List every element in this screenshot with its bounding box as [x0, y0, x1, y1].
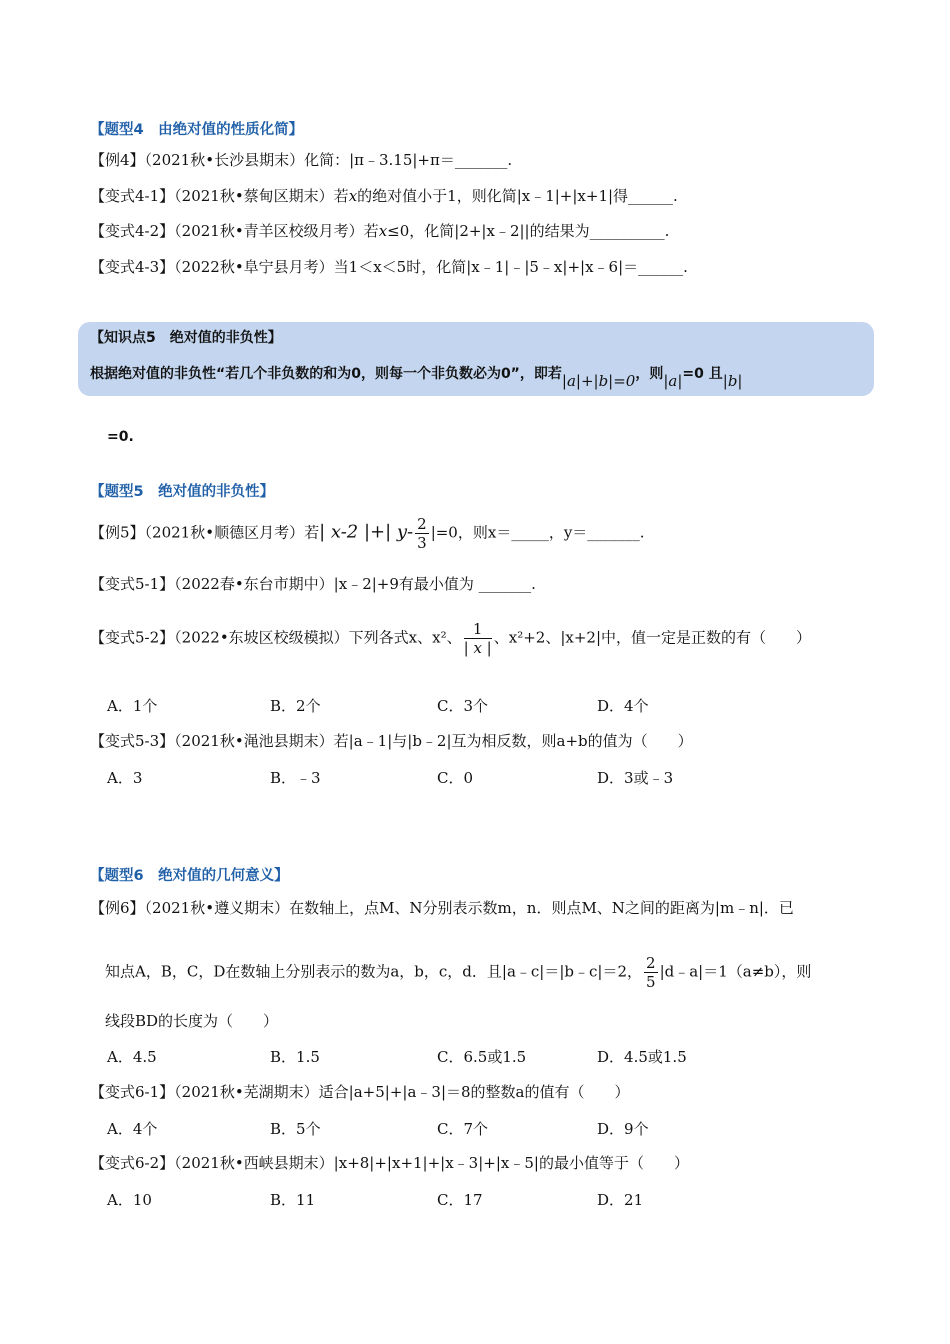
denominator: | x | — [463, 639, 492, 657]
example-text: （2021秋•长沙县期末）化简：|π﹣3.15|+π＝_______. — [144, 151, 513, 169]
abs-b: |b| — [722, 372, 743, 390]
fraction — [464, 620, 492, 657]
option-d: D．4.5或1.5 — [597, 1048, 687, 1066]
example-label: 【例6】 — [90, 899, 145, 917]
variant-var: x — [348, 187, 358, 205]
variant-text-pre: （2022•东坡区校级模拟）下列各式x、x²、 — [174, 628, 462, 647]
abs-a: |a| — [663, 372, 683, 390]
fraction — [415, 515, 429, 552]
variant-label: 【变式6-1】 — [90, 1083, 175, 1101]
variant-text: （2021秋•渑池县期末）若|a﹣1|与|b﹣2|互为相反数，则a+b的值为（ ） — [174, 732, 693, 750]
knowledge-text-5 — [90, 363, 743, 390]
variant-text-pre: （2021秋•青羊区校级月考）若 — [174, 222, 379, 240]
example-text-post: |d﹣a|＝1（a≠b），则 — [659, 962, 812, 981]
example-6-line-3: 线段BD的长度为（ ） — [105, 1012, 279, 1030]
numerator: 2 — [417, 515, 427, 533]
variant-6-2 — [90, 1153, 689, 1173]
example-6-line-1 — [90, 898, 794, 918]
example-label: 【例5】 — [90, 523, 145, 542]
variant-text-post: 、x²+2、|x+2|中，值一定是正数的有（ ） — [493, 628, 811, 647]
knowledge-title-5: 【知识点5 绝对值的非负性】 — [90, 330, 282, 346]
variant-label: 【变式4-2】 — [90, 222, 175, 240]
variant-text-pre: （2021秋•蔡甸区期末）若 — [174, 187, 349, 205]
example-label: 【例4】 — [90, 151, 145, 169]
variant-5-2 — [90, 620, 811, 657]
section-title-4: 【题型4 由绝对值的性质化简】 — [90, 122, 304, 138]
option-c: C．3个 — [437, 697, 489, 715]
option-a: A．4.5 — [107, 1048, 157, 1066]
knowledge-then: ，则 — [635, 366, 664, 382]
option-a: A．3 — [107, 769, 143, 787]
variant-text: （2022春•东台市期中）|x﹣2|+9有最小值为 _______. — [174, 575, 536, 593]
option-b: B．﹣3 — [270, 769, 321, 787]
variant-label: 【变式6-2】 — [90, 1154, 175, 1172]
variant-label: 【变式5-2】 — [90, 628, 175, 647]
variant-var: x — [378, 222, 388, 240]
section-title-5: 【题型5 绝对值的非负性】 — [90, 484, 275, 500]
example-text-post: |=0，则x＝_____，y＝_______. — [430, 523, 645, 542]
variant-text: （2021秋•芜湖期末）适合|a+5|+|a﹣3|＝8的整数a的值有（ ） — [174, 1083, 630, 1101]
variant-6-1 — [90, 1082, 630, 1102]
variant-4-1 — [90, 186, 678, 206]
option-d: D．9个 — [597, 1120, 649, 1138]
equation-abs-sum: |a|+|b|=0 — [561, 372, 636, 390]
knowledge-zero-and: =0 且 — [682, 366, 723, 382]
knowledge-tail: =0. — [107, 429, 134, 445]
option-d: D．3或﹣3 — [597, 769, 674, 787]
variant-label: 【变式4-3】 — [90, 258, 175, 276]
option-a: A．4个 — [107, 1120, 158, 1138]
option-b: B．1.5 — [270, 1048, 320, 1066]
option-c: C．17 — [437, 1191, 483, 1209]
example-6-line-2 — [105, 954, 811, 991]
example-text: （2021秋•遵义期末）在数轴上，点M、N分别表示数m，n．则点M、N之间的距离为|m﹣n|．已 — [144, 899, 794, 917]
variant-5-1 — [90, 574, 536, 594]
option-c: C．6.5或1.5 — [437, 1048, 527, 1066]
option-b: B．2个 — [270, 697, 321, 715]
option-b: B．11 — [270, 1191, 316, 1209]
variant-text-post: ≤0，化简|2+|x﹣2||的结果为__________. — [387, 222, 670, 240]
variant-4-3 — [90, 257, 688, 277]
variant-label: 【变式5-1】 — [90, 575, 175, 593]
fraction — [644, 954, 658, 991]
example-text-pre: 知点A，B，C，D在数轴上分别表示的数为a，b，c，d．且|a﹣c|＝|b﹣c|＝2， — [105, 962, 643, 981]
option-d: D．4个 — [597, 697, 649, 715]
abs-expression: | x-2 |+| y- — [319, 521, 414, 543]
example-text-pre: （2021秋•顺德区月考）若 — [144, 523, 320, 542]
example-4 — [90, 150, 512, 170]
variant-text: （2021秋•西峡县期末）|x+8|+|x+1|+|x﹣3|+|x﹣5|的最小值等于（ ） — [174, 1154, 689, 1172]
variant-5-3 — [90, 731, 693, 751]
example-5 — [90, 515, 645, 552]
option-d: D．21 — [597, 1191, 644, 1209]
option-a: A．1个 — [107, 697, 158, 715]
option-b: B．5个 — [270, 1120, 321, 1138]
variant-label: 【变式5-3】 — [90, 732, 175, 750]
option-c: C．7个 — [437, 1120, 489, 1138]
variant-text: （2022秋•阜宁县月考）当1＜x＜5时，化简|x﹣1|﹣|5﹣x|+|x﹣6|＝______. — [174, 258, 688, 276]
section-title-6: 【题型6 绝对值的几何意义】 — [90, 868, 289, 884]
knowledge-sentence: 根据绝对值的非负性“若几个非负数的和为0，则每一个非负数必为0”，即若 — [90, 366, 562, 382]
numerator: 2 — [646, 954, 656, 972]
denominator: 5 — [646, 973, 656, 991]
variant-text-post: 的绝对值小于1，则化简|x﹣1|+|x+1|得______. — [357, 187, 678, 205]
denominator: 3 — [417, 534, 427, 552]
numerator: 1 — [464, 620, 492, 639]
variant-label: 【变式4-1】 — [90, 187, 175, 205]
variant-4-2 — [90, 221, 669, 241]
option-a: A．10 — [107, 1191, 152, 1209]
option-c: C．0 — [437, 769, 474, 787]
